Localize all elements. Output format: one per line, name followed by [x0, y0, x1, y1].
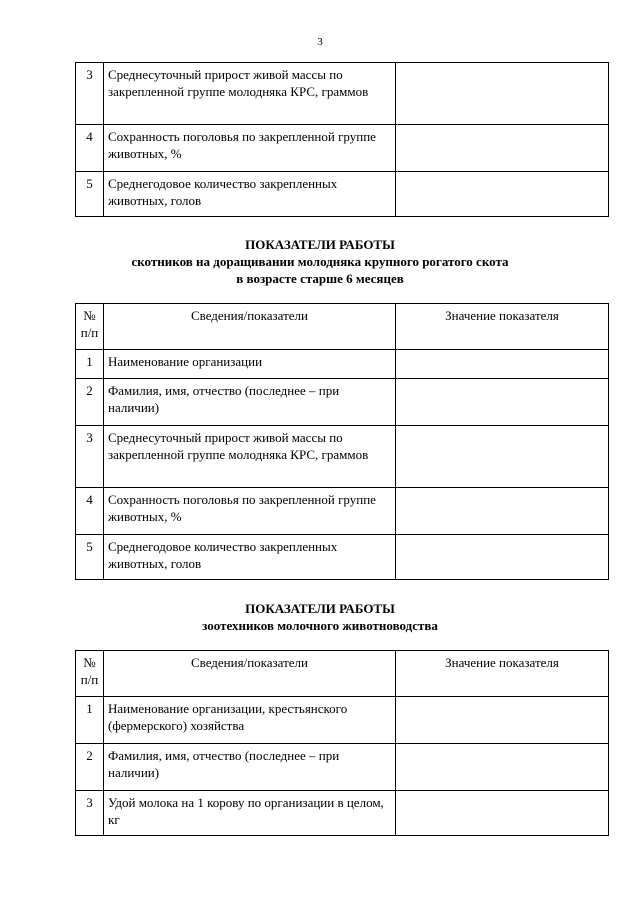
section-title: ПОКАЗАТЕЛИ РАБОТЫ: [245, 237, 395, 252]
indicators-table: [75, 303, 609, 580]
table-row: [76, 125, 609, 172]
table-row: [76, 791, 609, 836]
row-value-cell: [396, 791, 609, 836]
row-indicator: Сохранность поголовья по закрепленной группе животных, %: [104, 488, 396, 535]
header-info: Сведения/показатели: [104, 651, 396, 697]
row-value-cell: [396, 697, 609, 744]
table-continued: [75, 62, 609, 217]
row-value-cell: [396, 426, 609, 488]
row-indicator: Фамилия, имя, отчество (последнее – при наличии): [104, 744, 396, 791]
table-row: [76, 535, 609, 580]
header-number-line: №: [83, 655, 96, 670]
row-number: 5: [76, 535, 104, 580]
row-number: 4: [76, 488, 104, 535]
row-number: 2: [76, 379, 104, 426]
row-indicator: Среднегодовое количество закрепленных животных, голов: [104, 172, 396, 217]
section-heading: [0, 236, 640, 287]
table-row: [76, 379, 609, 426]
row-value-cell: [396, 350, 609, 379]
row-value-cell: [396, 125, 609, 172]
header-number: [76, 651, 104, 697]
section-title: ПОКАЗАТЕЛИ РАБОТЫ: [245, 601, 395, 616]
table-header-row: [76, 304, 609, 350]
section-subtitle: скотников на доращивании молодняка крупного рогатого скота: [131, 254, 509, 269]
row-value-cell: [396, 379, 609, 426]
table-row: [76, 744, 609, 791]
row-value-cell: [396, 488, 609, 535]
header-number-line: п/п: [80, 325, 99, 340]
section-subtitle: зоотехников молочного животноводства: [202, 618, 438, 633]
row-value-cell: [396, 172, 609, 217]
row-indicator: Наименование организации, крестьянского (фермерского) хозяйства: [104, 697, 396, 744]
row-indicator: Среднесуточный прирост живой массы по закрепленной группе молодняка КРС, граммов: [104, 63, 396, 125]
header-info: Сведения/показатели: [104, 304, 396, 350]
table-row: [76, 350, 609, 379]
row-number: 5: [76, 172, 104, 217]
table-row: [76, 697, 609, 744]
row-number: 3: [76, 791, 104, 836]
header-number: [76, 304, 104, 350]
row-indicator: Наименование организации: [104, 350, 396, 379]
row-indicator: Среднесуточный прирост живой массы по закрепленной группе молодняка КРС, граммов: [104, 426, 396, 488]
table-row: [76, 63, 609, 125]
header-number-line: п/п: [80, 672, 99, 687]
table-header-row: [76, 651, 609, 697]
page-number: 3: [317, 36, 323, 48]
row-value-cell: [396, 744, 609, 791]
section-subtitle: в возрасте старше 6 месяцев: [236, 271, 404, 286]
row-indicator: Среднегодовое количество закрепленных животных, голов: [104, 535, 396, 580]
row-value-cell: [396, 63, 609, 125]
table-row: [76, 488, 609, 535]
row-number: 4: [76, 125, 104, 172]
row-number: 3: [76, 426, 104, 488]
indicators-table: [75, 650, 609, 836]
section-heading: [0, 600, 640, 634]
row-indicator: Фамилия, имя, отчество (последнее – при наличии): [104, 379, 396, 426]
table-row: [76, 426, 609, 488]
row-number: 3: [76, 63, 104, 125]
row-number: 1: [76, 350, 104, 379]
header-value: Значение показателя: [396, 304, 609, 350]
row-indicator: Сохранность поголовья по закрепленной группе животных, %: [104, 125, 396, 172]
table-row: [76, 172, 609, 217]
row-number: 2: [76, 744, 104, 791]
header-number-line: №: [83, 308, 96, 323]
row-indicator: Удой молока на 1 корову по организации в целом, кг: [104, 791, 396, 836]
row-number: 1: [76, 697, 104, 744]
row-value-cell: [396, 535, 609, 580]
header-value: Значение показателя: [396, 651, 609, 697]
